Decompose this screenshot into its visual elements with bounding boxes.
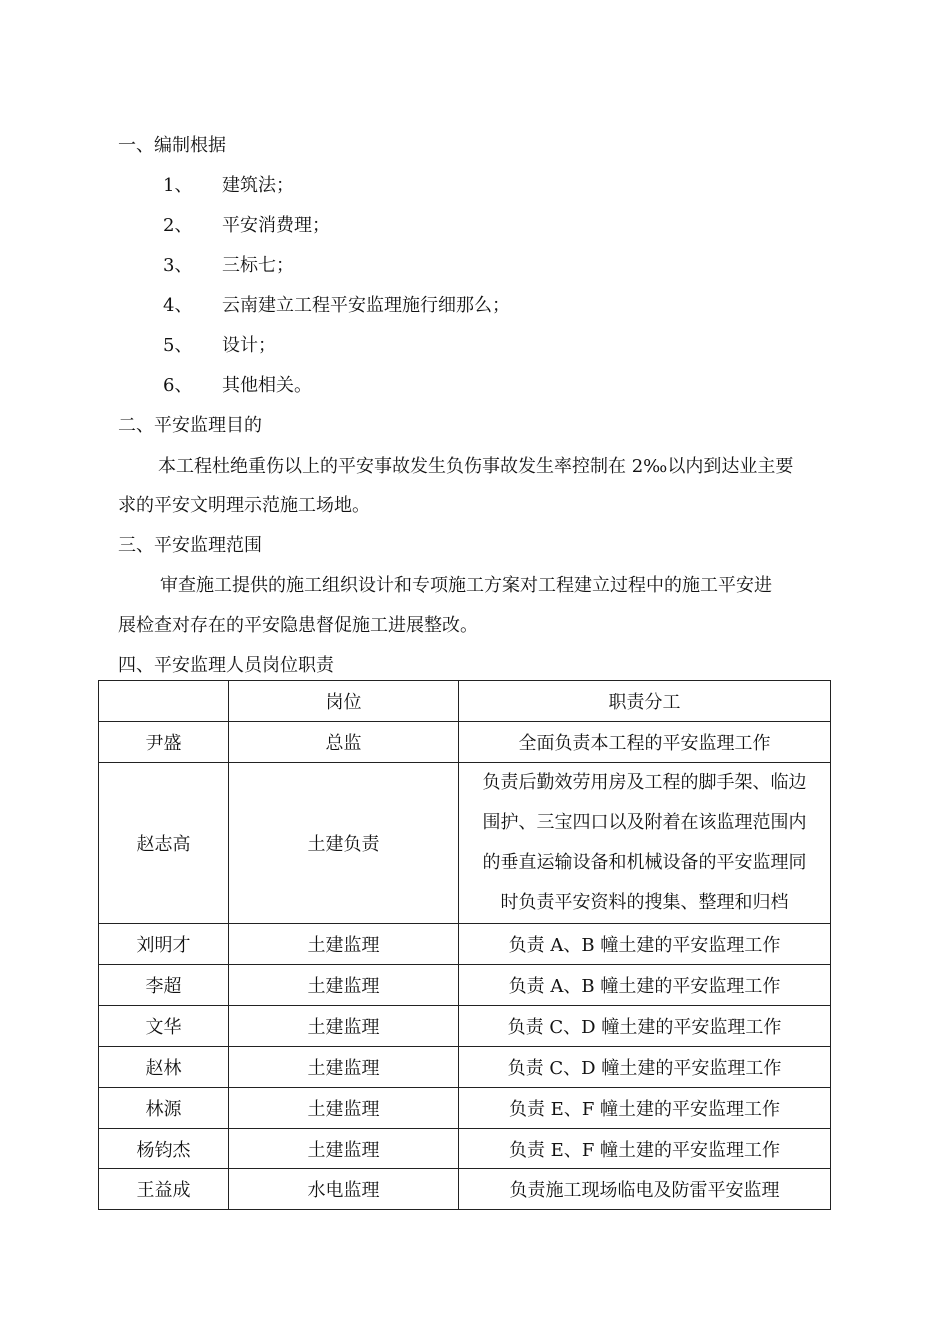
basis-item: 三标七； bbox=[222, 255, 294, 276]
table-row bbox=[99, 1129, 831, 1169]
table-row bbox=[99, 1088, 831, 1129]
duty-cell: 负责施工现场临电及防雷平安监理 bbox=[459, 1169, 831, 1210]
post-cell: 水电监理 bbox=[229, 1169, 459, 1210]
scope-text: 审查施工提供的施工组织设计和专项施工方案对工程建立过程中的施工平安进 bbox=[160, 575, 772, 596]
post-cell: 土建监理 bbox=[229, 924, 459, 965]
basis-item: 平安消费理； bbox=[222, 215, 330, 236]
basis-number: 5、 bbox=[163, 335, 193, 356]
duty-cell: 负责 C、D 幢土建的平安监理工作 bbox=[459, 1006, 831, 1047]
duty-line: 的垂直运输设备和机械设备的平安监理同 bbox=[482, 852, 807, 873]
post-cell: 土建监理 bbox=[229, 1047, 459, 1088]
name-cell: 李超 bbox=[99, 965, 229, 1006]
table-header-cell bbox=[99, 681, 229, 722]
table-row bbox=[99, 1006, 831, 1047]
name-cell: 刘明才 bbox=[99, 924, 229, 965]
table-row bbox=[99, 924, 831, 965]
name-cell: 杨钧杰 bbox=[99, 1129, 229, 1169]
basis-number: 1、 bbox=[163, 175, 193, 196]
name-cell: 王益成 bbox=[99, 1169, 229, 1210]
duty-cell: 负责 E、F 幢土建的平安监理工作 bbox=[459, 1129, 831, 1169]
duty-cell: 负责 A、B 幢土建的平安监理工作 bbox=[459, 924, 831, 965]
post-cell: 土建负责 bbox=[229, 763, 459, 924]
post-cell: 总监 bbox=[229, 722, 459, 763]
post-cell: 土建监理 bbox=[229, 1129, 459, 1169]
name-cell: 林源 bbox=[99, 1088, 229, 1129]
post-cell: 土建监理 bbox=[229, 1006, 459, 1047]
table-header-row bbox=[99, 681, 831, 722]
duty-cell: 负责 C、D 幢土建的平安监理工作 bbox=[459, 1047, 831, 1088]
duty-cell bbox=[459, 763, 831, 924]
table-header-cell: 职责分工 bbox=[459, 681, 831, 722]
duty-line: 时负责平安资料的搜集、整理和归档 bbox=[500, 892, 789, 913]
duty-line: 负责后勤效劳用房及工程的脚手架、临边 bbox=[482, 772, 807, 793]
post-cell: 土建监理 bbox=[229, 965, 459, 1006]
duty-cell: 负责 A、B 幢土建的平安监理工作 bbox=[459, 965, 831, 1006]
section-heading-scope: 三、平安监理范围 bbox=[118, 535, 262, 556]
basis-item: 其他相关。 bbox=[222, 375, 312, 396]
basis-number: 2、 bbox=[163, 215, 193, 236]
basis-number: 3、 bbox=[163, 255, 193, 276]
section-heading-basis: 一、编制根据 bbox=[118, 135, 226, 156]
name-cell: 文华 bbox=[99, 1006, 229, 1047]
name-cell: 尹盛 bbox=[99, 722, 229, 763]
purpose-text: 本工程杜绝重伤以上的平安事故发生负伤事故发生率控制在 2‰以内到达业主要 bbox=[158, 456, 794, 477]
section-heading-purpose: 二、平安监理目的 bbox=[118, 415, 262, 436]
post-cell: 土建监理 bbox=[229, 1088, 459, 1129]
duty-cell: 负责 E、F 幢土建的平安监理工作 bbox=[459, 1088, 831, 1129]
duty-cell: 全面负责本工程的平安监理工作 bbox=[459, 722, 831, 763]
basis-item: 设计； bbox=[222, 335, 276, 356]
table-row bbox=[99, 965, 831, 1006]
table-row bbox=[99, 1047, 831, 1088]
basis-number: 6、 bbox=[163, 375, 193, 396]
section-heading-duties: 四、平安监理人员岗位职责 bbox=[118, 655, 334, 676]
duty-line: 围护、三宝四口以及附着在该监理范围内 bbox=[482, 812, 807, 833]
purpose-text: 求的平安文明理示范施工场地。 bbox=[118, 495, 370, 516]
table-header-cell: 岗位 bbox=[229, 681, 459, 722]
basis-number: 4、 bbox=[163, 295, 193, 316]
name-cell: 赵林 bbox=[99, 1047, 229, 1088]
table-row bbox=[99, 1169, 831, 1210]
table-row bbox=[99, 763, 831, 924]
basis-item: 建筑法； bbox=[222, 175, 294, 196]
name-cell: 赵志高 bbox=[99, 763, 229, 924]
duties-table bbox=[98, 680, 831, 1210]
basis-item: 云南建立工程平安监理施行细那么； bbox=[222, 295, 510, 316]
scope-text: 展检查对存在的平安隐患督促施工进展整改。 bbox=[118, 615, 478, 636]
table-row bbox=[99, 722, 831, 763]
